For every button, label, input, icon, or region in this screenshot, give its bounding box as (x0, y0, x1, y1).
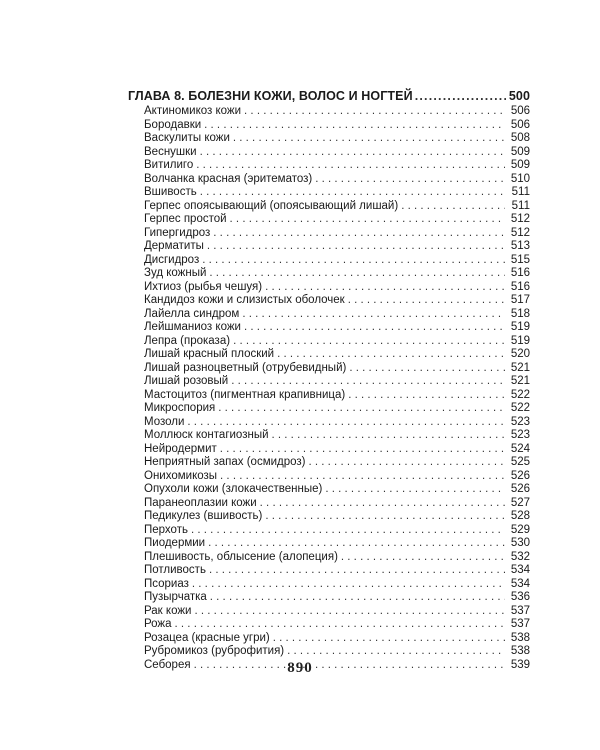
entry-page-number: 508 (510, 132, 530, 144)
dot-leader (194, 605, 505, 619)
dot-leader (272, 429, 505, 443)
entry-title: Веснушки (144, 145, 197, 158)
entry-title: Пузырчатка (144, 591, 207, 603)
dot-leader (196, 159, 505, 173)
entry-page-number: 509 (510, 145, 530, 158)
entry-page-number: 526 (510, 483, 530, 495)
entry-page-number: 526 (510, 469, 530, 482)
toc-entry (128, 456, 530, 470)
entry-title: Онихомикозы (144, 469, 218, 482)
entry-title: Рожа (144, 618, 172, 630)
entry-title: Моллюск контагиозный (144, 429, 269, 441)
toc-entry (128, 605, 530, 619)
dot-leader (315, 173, 505, 187)
toc-entry (128, 524, 530, 538)
dot-leader (244, 105, 505, 119)
toc-entry (128, 186, 530, 200)
entry-page-number: 515 (510, 253, 530, 266)
entry-page-number: 534 (510, 564, 530, 576)
dot-leader (192, 578, 505, 592)
dot-leader (200, 146, 505, 160)
dot-leader (287, 645, 505, 659)
entry-title: Перхоть (144, 523, 188, 536)
entry-page-number: 523 (510, 429, 530, 441)
entry-title: Дерматиты (144, 240, 204, 252)
dot-leader (349, 362, 505, 376)
entry-title: Псориаз (144, 577, 189, 590)
entry-title: Ихтиоз (рыбья чешуя) (144, 280, 263, 293)
toc-entry (128, 335, 530, 349)
entry-title: Зуд кожный (144, 267, 207, 279)
entry-page-number: 510 (510, 172, 530, 185)
dot-leader (341, 551, 505, 565)
entry-page-number: 511 (511, 199, 530, 212)
toc-entry (128, 267, 530, 281)
entry-page-number: 512 (510, 226, 530, 239)
entry-page-number: 506 (510, 118, 530, 131)
toc-entry (128, 551, 530, 565)
entry-page-number: 509 (510, 159, 530, 171)
dot-leader (244, 321, 505, 335)
toc-entry (128, 227, 530, 241)
dot-leader (207, 240, 505, 254)
entry-page-number: 512 (510, 213, 530, 225)
entry-title: Лейшманиоз кожи (144, 321, 241, 333)
dot-leader (265, 281, 505, 295)
dot-leader (210, 591, 505, 605)
toc-entry (128, 105, 530, 119)
toc-entry (128, 200, 530, 214)
entry-title: Лишай красный плоский (144, 348, 275, 360)
entry-title: Лайелла синдром (144, 307, 240, 320)
entry-page-number: 528 (510, 510, 530, 522)
dot-leader (218, 402, 505, 416)
entry-page-number: 527 (510, 496, 530, 509)
entry-page-number: 537 (510, 618, 530, 630)
dot-leader (260, 497, 505, 511)
entry-page-number: 522 (510, 388, 530, 401)
entry-page-number: 523 (510, 415, 530, 428)
dot-leader (220, 470, 505, 484)
dot-leader (233, 335, 505, 349)
toc-entry (128, 294, 530, 308)
toc-entry (128, 402, 530, 416)
dot-leader (233, 132, 505, 146)
entry-page-number: 519 (510, 334, 530, 347)
entry-page-number: 536 (510, 591, 530, 603)
entry-page-number: 537 (510, 604, 530, 617)
dot-leader (415, 89, 506, 104)
entry-page-number: 522 (510, 402, 530, 414)
entry-page-number: 520 (510, 348, 530, 360)
dot-leader (348, 389, 505, 403)
toc-entry (128, 591, 530, 605)
toc-entry (128, 389, 530, 403)
dot-leader (325, 483, 505, 497)
entry-title: Мозоли (144, 415, 185, 428)
entry-title: Рак кожи (144, 604, 192, 617)
entry-page-number: 506 (510, 105, 530, 117)
toc-entry (128, 632, 530, 646)
entry-title: Дисгидроз (144, 253, 200, 266)
toc-entry (128, 308, 530, 322)
entry-title: Себорея (144, 658, 191, 671)
chapter-page-number: 500 (508, 89, 530, 103)
entry-page-number: 518 (510, 307, 530, 320)
entry-title: Лишай разноцветный (отрубевидный) (144, 361, 347, 374)
entry-page-number: 529 (510, 523, 530, 536)
dot-leader (175, 618, 505, 632)
entry-page-number: 516 (510, 280, 530, 293)
toc-entry (128, 497, 530, 511)
entry-title: Нейродермит (144, 442, 217, 455)
entry-page-number: 517 (510, 294, 530, 306)
entry-title: Бородавки (144, 118, 202, 131)
entry-title: Рубромикоз (руброфития) (144, 645, 285, 657)
entry-page-number: 539 (510, 658, 530, 671)
entry-title: Герпес опоясывающий (опоясывающий лишай) (144, 199, 399, 212)
toc-entry (128, 132, 530, 146)
toc-entry (128, 240, 530, 254)
entry-page-number: 538 (510, 631, 530, 644)
entry-title: Мастоцитоз (пигментная крапивница) (144, 388, 346, 401)
dot-leader (187, 416, 505, 430)
page-number: 890 (287, 660, 313, 676)
toc-entry (128, 510, 530, 524)
toc-entry (128, 483, 530, 497)
dot-leader (230, 213, 505, 227)
entry-title: Паранеоплазии кожи (144, 496, 257, 509)
entry-title: Микроспория (144, 402, 216, 414)
entry-title: Педикулез (вшивость) (144, 510, 263, 522)
dot-leader (242, 308, 505, 322)
entry-page-number: 516 (510, 267, 530, 279)
entry-page-number: 532 (510, 550, 530, 563)
dot-leader (220, 443, 505, 457)
toc-entry (128, 213, 530, 227)
toc-entry (128, 618, 530, 632)
entry-page-number: 534 (510, 577, 530, 590)
entry-title: Лепра (проказа) (144, 334, 231, 347)
entry-title: Гипергидроз (144, 226, 211, 239)
entry-title: Лишай розовый (144, 375, 229, 387)
table-of-contents (128, 89, 530, 672)
toc-entry (128, 119, 530, 133)
entry-page-number: 525 (510, 456, 530, 468)
dot-leader (202, 254, 505, 268)
entry-title: Потливость (144, 564, 206, 576)
toc-entry (128, 645, 530, 659)
entry-page-number: 513 (510, 240, 530, 252)
entry-page-number: 524 (510, 442, 530, 455)
entry-title: Витилиго (144, 159, 194, 171)
toc-entry (128, 416, 530, 430)
entry-title: Васкулиты кожи (144, 132, 230, 144)
entry-title: Герпес простой (144, 213, 227, 225)
entry-title: Пиодермии (144, 537, 206, 549)
entry-page-number: 538 (510, 645, 530, 657)
entry-page-number: 530 (510, 537, 530, 549)
chapter-heading (128, 89, 530, 104)
dot-leader (401, 200, 505, 214)
dot-leader (204, 119, 505, 133)
dot-leader (208, 537, 505, 551)
toc-entry (128, 537, 530, 551)
entry-title: Опухоли кожи (злокачественные) (144, 483, 323, 495)
dot-leader (191, 524, 505, 538)
toc-entry (128, 254, 530, 268)
toc-entry (128, 173, 530, 187)
entry-title: Кандидоз кожи и слизистых оболочек (144, 294, 345, 306)
entry-title: Розацеа (красные угри) (144, 631, 270, 644)
entry-title: Волчанка красная (эритематоз) (144, 172, 313, 185)
toc-entry (128, 578, 530, 592)
entry-title: Неприятный запах (осмидроз) (144, 456, 306, 468)
toc-entry (128, 443, 530, 457)
dot-leader (348, 294, 505, 308)
dot-leader (209, 564, 505, 578)
dot-leader (231, 375, 505, 389)
entry-title: Плешивость, облысение (алопеция) (144, 550, 338, 563)
toc-entry (128, 470, 530, 484)
entry-page-number: 511 (511, 186, 530, 198)
entry-title: Актиномикоз кожи (144, 105, 242, 117)
chapter-title: ГЛАВА 8. БОЛЕЗНИ КОЖИ, ВОЛОС И НОГТЕЙ (128, 89, 413, 103)
toc-entry (128, 564, 530, 578)
toc-entries (128, 105, 530, 672)
toc-entry (128, 146, 530, 160)
dot-leader (273, 632, 505, 646)
toc-entry (128, 362, 530, 376)
dot-leader (213, 227, 505, 241)
dot-leader (265, 510, 505, 524)
entry-page-number: 521 (510, 375, 530, 387)
entry-page-number: 519 (510, 321, 530, 333)
dot-leader (209, 267, 505, 281)
dot-leader (200, 186, 505, 200)
toc-entry (128, 429, 530, 443)
entry-page-number: 521 (510, 361, 530, 374)
dot-leader (309, 456, 506, 470)
toc-entry (128, 348, 530, 362)
toc-entry (128, 281, 530, 295)
dot-leader (277, 348, 505, 362)
toc-entry (128, 159, 530, 173)
entry-title: Вшивость (144, 186, 197, 198)
toc-entry (128, 375, 530, 389)
toc-entry (128, 321, 530, 335)
